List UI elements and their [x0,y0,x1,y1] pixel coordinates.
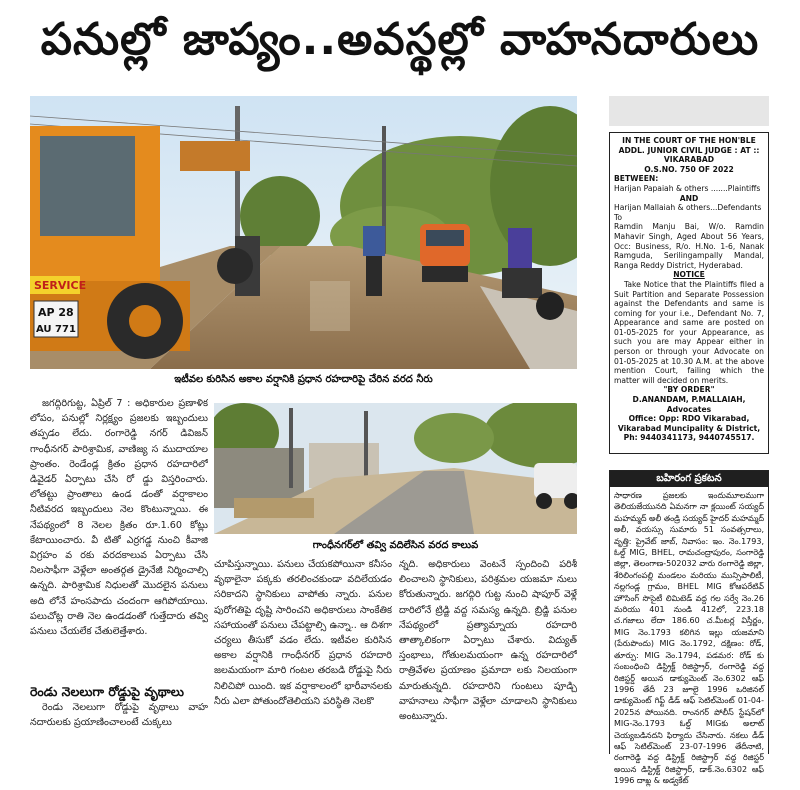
article-paragraph: చూపిస్తున్నాయి. పనులు చేయకపోయినా కనీసం వృథాలైనా పక్కకు తరలించకుండా వదిలేయడం సరికాదని స్థానికులు వాపోతు న్నారు. పనుల పురోగతిపై దృష్టి సారించని అధికారులు సాంకేతిక సహాయంతో పనులు చేపట్టాల్సి ఉన్నా.. ఆ దిశగా చర్యలు తీసుకో వడం లేదు. ఇటీవల కురిసిన అకాల వర్షానికి గాంధీనగర్ ప్రధాన రహదారి జలమయంగా మారి గంటల తరబడి రోడ్డుపై నీరు నిలిచిపో యింది. ఇక వర్షాకాలంలో భారీవానలకు నీరు ఎలా పోతుందోతెలియని పరిస్థితి నెలకొ [214,559,392,707]
public-notice [609,470,769,786]
article-column-1-tail [30,700,208,740]
between-label: BETWEEN: [614,174,659,184]
article-subhead: రెండు నెలలుగా రోడ్డుపై వృథాలు [30,684,184,699]
article-column-1 [30,396,208,684]
article-paragraph: న్నది. అధికారులు వెంటనే స్పందించి పరిశీ లించాలని స్థానికులు, పరిశ్రమల యజమా నులు కోరుతున్నారు. జగద్గిరి గుట్ట నుంచి షాపూర్ వెళ్లే దారిలోనే ట్రిడ్జి వద్ద సమస్య ఉన్నది. బ్రిడ్జి పనుల నేపథ్యంలో ప్రత్యామ్నాయ రహదారి తాత్కాలికంగా ఏర్పాటు చేశారు. విద్యుత్ స్తంభాలు, గోతులమయంగా ఉన్న రహదారిలో రాత్రివేళల ప్రయాణం ప్రమాదా లకు నిలయంగా మారుతున్నది. రహదారిని గుంటలు పూడ్చి వాహనాలు సాఫీగా వెళ్లేలా చూడాలని స్థానికులు అంటున్నారు. [399,559,577,723]
drain-channel-image [214,403,577,534]
court-name: IN THE COURT OF THE HON'BLE ADDL. JUNIOR CIVIL JUDGE : AT :: VIKARABAD [618,136,760,165]
case-number: O.S.NO. 750 OF 2022 [644,164,734,174]
article-paragraph: రెండు నెలలుగా రోడ్డుపై వృథాలు వాహ నదారులకు ప్రయాణించాలంటే చుక్కలు [30,702,208,729]
phone-numbers: Ph: 9440341173, 9440745517. [623,433,755,443]
notice-title: NOTICE [673,270,705,280]
article-column-3 [399,557,577,747]
advocates: D.ANANDAM, P.MALLAIAH, Advocates [632,395,746,414]
article-column-2 [214,557,392,747]
addressee: Ramdin Manju Bai, W/o. Ramdin Mahavir Singh, Aged About 56 Years, Occ: Business, R/o. H.No. 1-6, Nanak Ramguda, Serilingampally Mandal, Ranga Reddy District, Hyderabad. [614,222,764,270]
photo2-caption: గాంధీనగర్‌లో తవ్వి వదిలేసిన వరద కాలువ [312,540,479,551]
svg-text:AP 28: AP 28 [38,306,74,319]
svg-text:AU 771: AU 771 [36,324,76,335]
public-notice-heading: బహిరంగ ప్రకటన [610,471,768,487]
article-paragraph: జగద్గిరిగుట్ట, ఏప్రిల్ 7 : అధికారుల ప్రణాళిక లోపం, పనుల్లో నిర్లక్ష్యం ప్రజలకు ఇబ్బందులు తప్పడం లేదు. రంగారెడ్డి నగర్ డివిజన్ గాంధీనగర్ పారిశ్రామిక, వాణిజ్య స ముదాయాల ప్రాంతం. రెండేండ్ల క్రితం ప్రధాన రహదారిలో డివైడర్ ఏర్పాటు చేసి రో డ్డు విస్తరించారు. లోతట్టు ప్రాంతాలు ఉండ డంతో వర్షాకాలం నీటివరద ఇబ్బందులు నెల కొంటున్నాయి. ఈ నేపథ్యంలో 8 నెలల క్రితం రూ.1.60 కోట్లు కేటాయించారు. వీ టితో ఎర్రగడ్డ నుంచి కీవాజి విగ్రహం వ రకు వరదకాలువ ఏర్పాటు చేసి నిలసాఫీగా వెళ్లేలా అంతర్గత డ్రైనేజీ నిర్మించాల్సి ఉన్నది. పారిశ్రామిక నిధులతో మొదలైన పనులు అది లోనే హంసపాదు చందంగా ఆగిపోయాయి. పలుచోట్ల రాతి నెల ఉండడంతో గుత్తేదారు తవ్వి పనులు చేయలేక చేతులెత్తేశారు. [30,398,208,638]
notice-body: Take Notice that the Plaintiffs filed a Suit Partition and Separate Possession against the Defendants and same is coming for your i.e., Defendant No. 7, Appearance and same are posted on 01-05-2025 for your Appearance, as such you are may Appear either in person or through your Advocate on 01-05-2025 at 10.30 A.M. at the above mention Court, failing which the matter will decided on merits. [614,279,764,385]
ad-placeholder-bar [609,96,769,126]
to-label: To [614,212,622,222]
headline: పనుల్లో జాప్యం..అవస్థల్లో వాహనదారులు [40,14,760,65]
svg-text:SERVICE: SERVICE [34,279,87,292]
office-address: Office: Opp: RDO Vikarabad, Vikarabad Muncipality & District, [617,414,761,433]
court-notice [609,132,769,454]
photo-drain-channel [214,403,577,534]
by-order: "BY ORDER" [663,385,715,395]
public-notice-body: సాధారణ ప్రజలకు ఇందుమూలముగా తెలియజేయునది ఏమనగా నా క్లయింట్ సయ్యద్ మహమ్మద్ అలీ తండ్రి సయ్యద్ హైదర్ మహమ్మద్ అలీ, వయస్సు సుమారు 51 సంవత్సరాలు, వృత్తి: ప్రైవేట్ జాబ్, నివాసం: ఇం. నెం.1793, ఓల్డ్ MIG, BHEL, రామచంద్రాపురం, సంగారెడ్డి జిల్లా, తెలంగాణ-502032 వారు రంగారెడ్డి జిల్లా, శేరిలింగంపల్లి మండలం మరియు మున్సిపాలిటీ, నల్లగండ్ల గ్రామం, BHEL MIG కోఆపరేటివ్ హౌసింగ్ సొసైటీ లిమిటెడ్ వద్ద గల సర్వే నెం.26 మరియు 401 నుండి 412లో, 223.18 చ.గజాలు లేదా 186.60 చ.మీటర్ల విస్తీర్ణం, MIG నెం.1793 కలిగిన ఇల్లు యజమాని (పేరుపొందు) MIG నెం.1792, దక్షిణం: రోడ్, తూర్పు: MIG నెం.1794, పడమర: రోడ్ కు సంబంధించి డిస్ట్రిక్ట్ రిజిస్ట్రార్, రంగారెడ్డి వద్ద రిజిస్టర్డ్ అయిన డాక్యుమెంట్ నెం.6302 ఆఫ్ 1996 తేదీ 23 జూలై 1996 ఒరిజినల్ డాక్యుమెంట్ గిఫ్ట్ డీడ్ ఆఫ్ సెటిల్‌మెంట్ 01-04-2025న పోయినది. రాంనగర్ పోలీస్ స్టేషన్‌లో MIG-నెం.1793 ఓల్డ్ MIGకు అలాట్ చెయ్యబడినదని ఫిర్యాదు చేసినారు. నకలు డీడ్ ఆఫ్ సెటిల్‌మెంట్ 23-07-1996 తేదీనాటి, రంగారెడ్డి వద్ద డిస్ట్రిక్ట్ రిజిస్ట్రార్ వద్ద రిజిస్టర్ అయిన డిస్ట్రిక్ట్ రిజిస్ట్రార్, డాక్.నెం.6302 ఆఫ్ 1996 దాఖ్ల & అడ్వకేట్ [614,491,764,786]
photo1-caption: ఇటీవల కురిసిన అకాల వర్షానికి ప్రధాన రహదారిపై చేరిన వరద నీరు [174,374,433,385]
flooded-road-image [30,96,577,369]
plaintiffs-line: Harijan Papaiah & others .......Plaintiffs [614,183,761,193]
and-label: AND [679,193,699,203]
defendants-line: Harijan Mallaiah & others...Defendants [614,203,762,213]
photo-flooded-road [30,96,577,369]
